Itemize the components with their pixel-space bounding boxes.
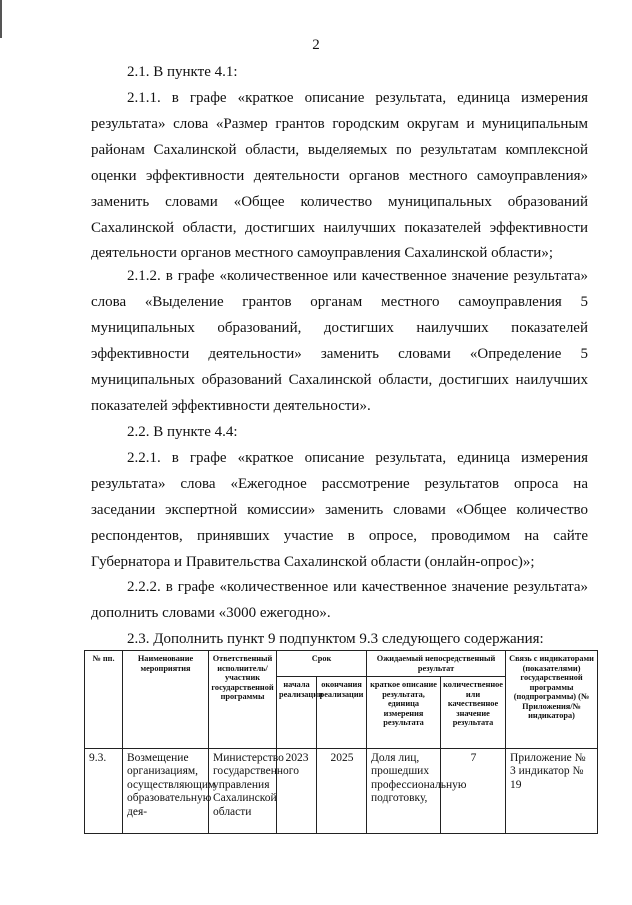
header-name: Наименование мероприятия [123, 651, 209, 749]
row-end: 2025 [317, 749, 367, 834]
page-number: 2 [312, 37, 320, 53]
row-num: 9.3. [85, 749, 123, 834]
row-name: Возмещение организациям, осуществляющим образовательную дея- [123, 749, 209, 834]
header-desc: краткое описание результата, единица измерения результата [367, 677, 441, 749]
results-table [84, 650, 598, 834]
header-term-start: начала реализации [277, 677, 317, 749]
row-value: 7 [441, 749, 506, 834]
paragraph-2-1-1: 2.1.1. в графе «краткое описание результата, единица измерения результата» слова «Размер грантов городским округам и муниципальным районам Сахалинской области, выделяемых по результатам комплексной оценки эффективности деятельности органов местного самоуправления» заменить словами «Общее количество муниципальных образований Сахалинской области, достигших наилучших показателей эффективности деятельности органов местного самоуправления Сахалинской области»; [91, 90, 588, 262]
paragraph-2-3: 2.3. Дополнить пункт 9 подпунктом 9.3 следующего содержания: [127, 631, 544, 647]
page-edge-line [0, 0, 2, 38]
paragraph-2-2-1: 2.2.1. в графе «краткое описание результата, единица измерения результата» слова «Ежегодное рассмотрение результатов опроса на заседании экспертной комиссии» заменить словами «Общее количество респондентов, принявших участие в опросе, проводимом на сайте Губернатора и Правительства Сахалинской области (онлайн-опрос)»; [91, 450, 588, 570]
header-value: количественное или качественное значение результата [441, 677, 506, 749]
header-term-end: окончания реализации [317, 677, 367, 749]
row-link: Приложение № 3 индикатор № 19 [506, 749, 598, 834]
table-row [85, 749, 598, 834]
paragraph-2-1-2: 2.1.2. в графе «количественное или качественное значение результата» слова «Выделение грантов органам местного самоуправления 5 муниципальных образований, достигших наилучших показателей эффективности деятельности» заменить словами «Определение 5 муниципальных образований Сахалинской области, достигших наилучших показателей эффективности деятельности». [91, 268, 588, 414]
header-link: Связь с индикаторами (показателями) государственной программы (подпрограммы) (№ Приложения/№ индикатора) [506, 651, 598, 749]
paragraph-2-2-2: 2.2.2. в графе «количественное или качественное значение результата» дополнить словами «3000 ежегодно». [91, 579, 588, 621]
paragraph-2-1: 2.1. В пункте 4.1: [127, 64, 238, 80]
header-expected: Ожидаемый непосредственный результат [367, 651, 506, 677]
paragraph-2-2: 2.2. В пункте 4.4: [127, 424, 238, 440]
header-num: № пп. [85, 651, 123, 749]
row-start: 2023 [277, 749, 317, 834]
header-term: Срок [277, 651, 367, 677]
row-desc: Доля лиц, прошедших профессиональную подготовку, [367, 749, 441, 834]
header-executor: Ответственный исполнитель/участник государственной программы [209, 651, 277, 749]
row-executor: Министерство государственного управления Сахалинской области [209, 749, 277, 834]
